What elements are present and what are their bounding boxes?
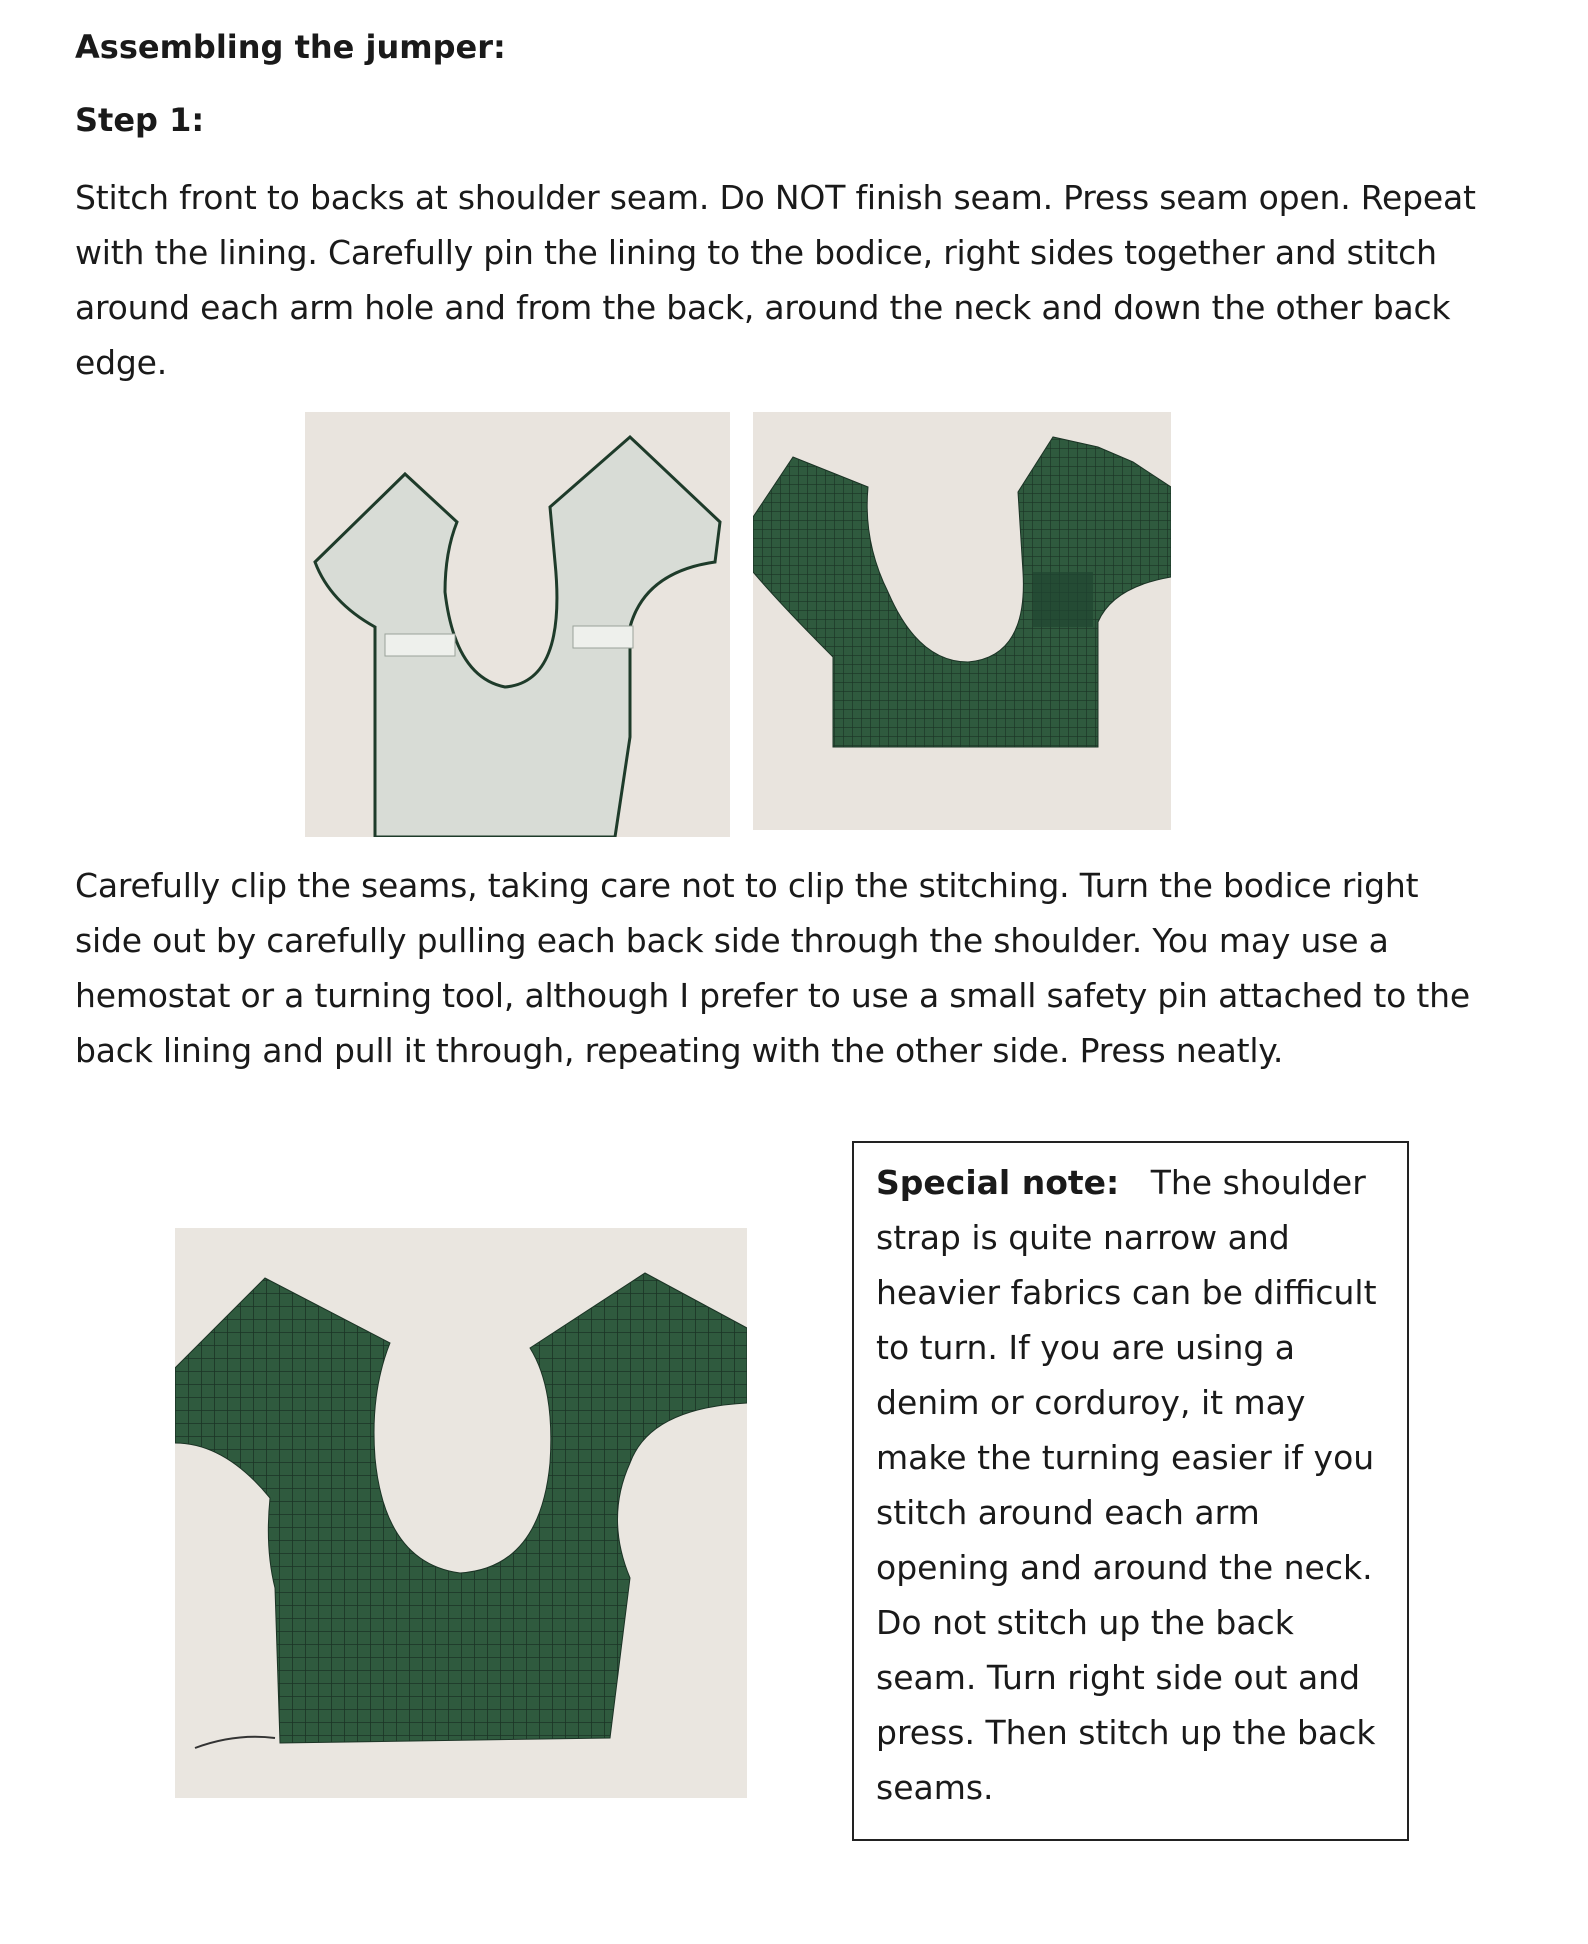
special-note-text: The shoulder strap is quite narrow and heavier fabrics can be difficult to turn. If you are using a denim or corduroy, it may make the turning easier if you stitch around each arm opening and around the neck. Do not stitch up the back seam. Turn right side out and press. Then stitch up the back seams. xyxy=(876,1163,1377,1807)
turned-bodice-image xyxy=(175,1228,747,1798)
green-bodice-photo xyxy=(753,412,1171,830)
turned-bodice-photo xyxy=(175,1228,747,1798)
special-note-label: Special note: xyxy=(876,1163,1120,1202)
page-title: Assembling the jumper: xyxy=(75,28,506,66)
green-bodice-image xyxy=(753,412,1171,830)
lining-bodice-photo xyxy=(305,412,730,837)
instruction-paragraph-2: Carefully clip the seams, taking care not to clip the stitching. Turn the bodice right side out by carefully pulling each back side through the shoulder. You may use a hemostat or a turning tool, although I prefer to use a small safety pin attached to the back lining and pull it through, repeating with the other side. Press neatly. xyxy=(75,866,1470,1070)
special-note-box xyxy=(852,1141,1409,1841)
lining-bodice-image xyxy=(305,412,730,837)
step-heading: Step 1: xyxy=(75,101,205,139)
instruction-paragraph-1: Stitch front to backs at shoulder seam. Do NOT finish seam. Press seam open. Repeat with the lining. Carefully pin the lining to the bodice, right sides together and stitch around each arm hole and from the back, around the neck and down the other back edge. xyxy=(75,178,1476,382)
